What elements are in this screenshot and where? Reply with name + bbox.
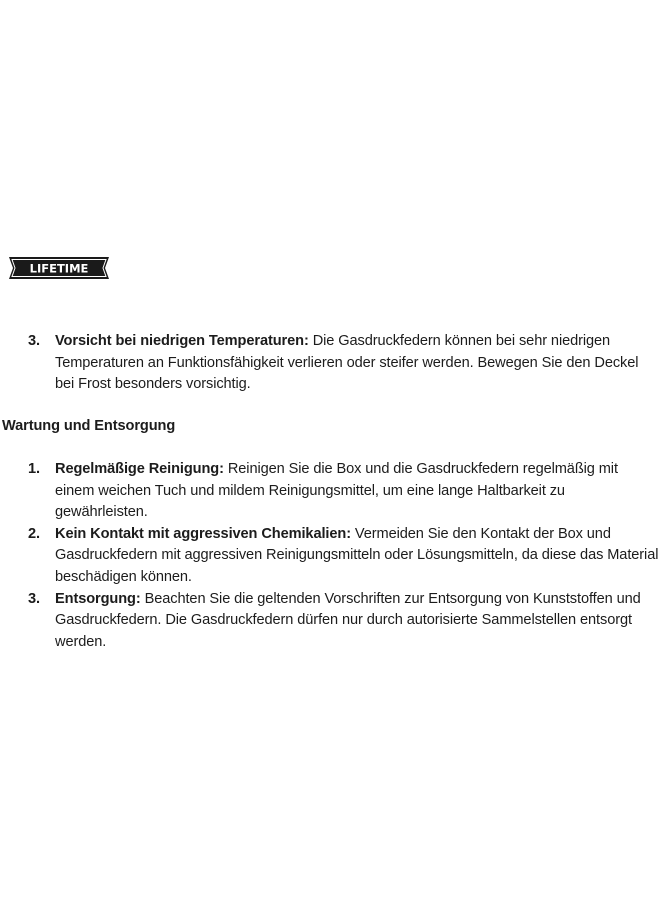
list-item (28, 589, 660, 654)
list-item-text: Reinigen Sie die Box und die Gasdruckfedern regelmäßig mit einem weichen Tuch und mildem Reinigungsmittel, um eine lange Haltbarkeit zu gewährleisten. (55, 461, 618, 521)
list-item-number: 2. (28, 525, 40, 542)
list-item (28, 331, 660, 396)
section-heading: Wartung und Entsorgung (2, 418, 176, 434)
logo-text: LIFETIME (29, 261, 89, 276)
list-item-title: Vorsicht bei niedrigen Temperaturen: (55, 333, 309, 349)
list-item-number: 1. (28, 461, 40, 477)
temperature-list (28, 331, 660, 396)
list-item-title: Kein Kontakt mit aggressiven Chemikalien: (55, 525, 351, 542)
lifetime-logo (8, 256, 110, 280)
list-item-text: Beachten Sie die geltenden Vorschriften zur Entsorgung von Kunststoffen und Gasdruckfedern. Die Gasdruckfedern dürfen nur durch autorisierte Sammelstellen entsorgt werden. (55, 590, 641, 650)
list-item-title: Regelmäßige Reinigung: (55, 461, 224, 477)
list-item-text: Vermeiden Sie den Kontakt der Box und Gasdruckfedern mit aggressiven Reinigungsmitteln oder Lösungsmitteln, da diese das Material beschädigen können. (55, 525, 659, 585)
lifetime-logo-icon (8, 256, 110, 280)
list-item-number: 3. (28, 590, 40, 607)
list-item-number: 3. (28, 333, 40, 349)
maintenance-list (28, 459, 660, 653)
list-item (28, 524, 660, 589)
list-item-text: Die Gasdruckfedern können bei sehr niedrigen Temperaturen an Funktionsfähigkeit verlieren oder steifer werden. Bewegen Sie den Deckel bei Frost besonders vorsichtig. (55, 333, 639, 393)
list-item (28, 459, 660, 524)
list-item-title: Entsorgung: (55, 590, 141, 607)
